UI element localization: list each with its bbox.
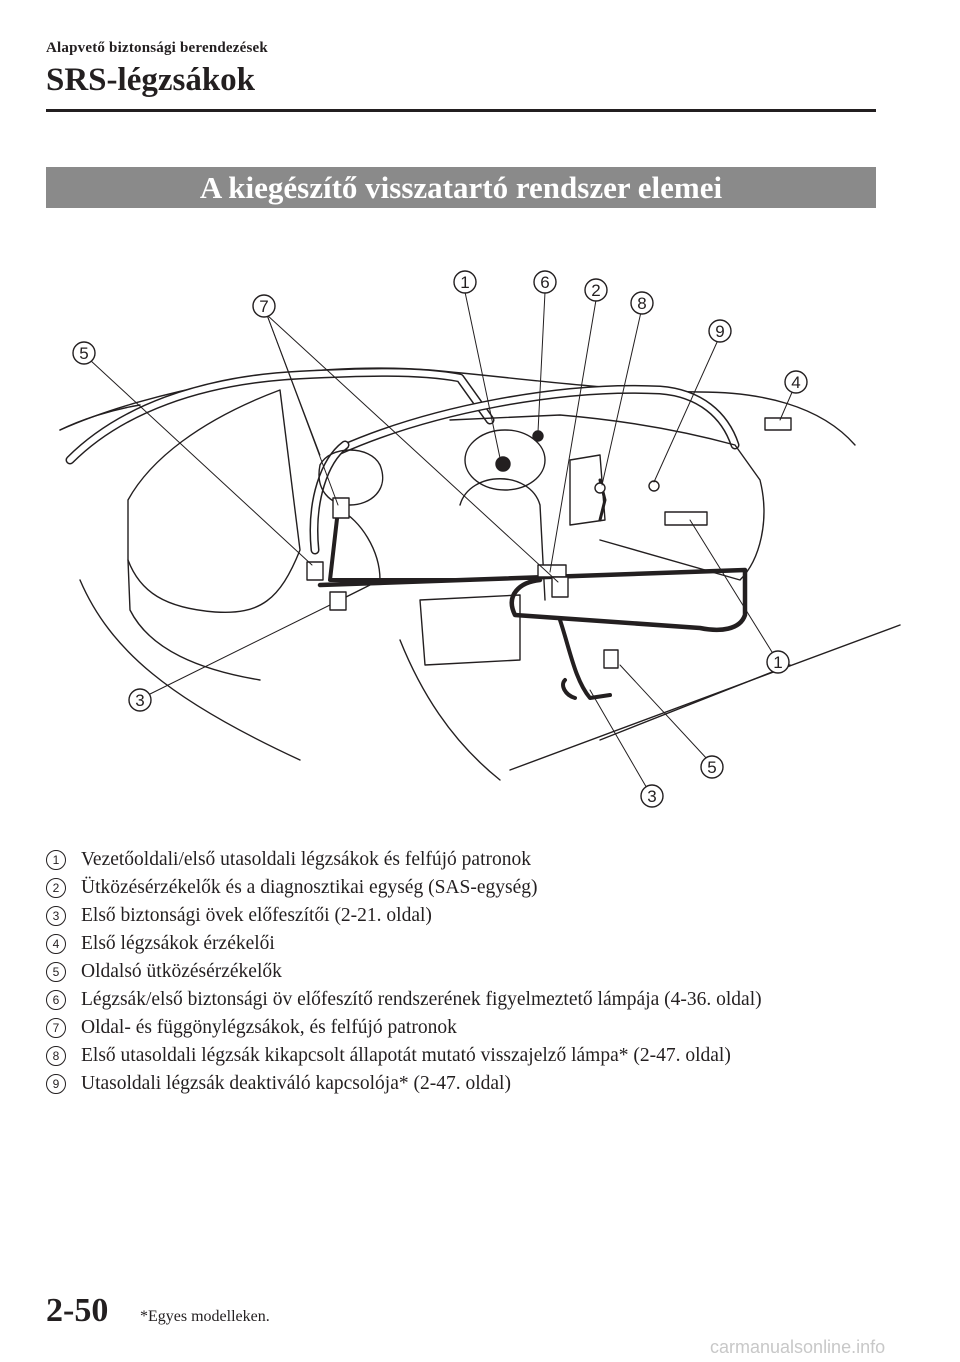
- passenger-seat: [420, 595, 520, 665]
- footnote: *Egyes modelleken.: [140, 1308, 270, 1325]
- number-badge: 1: [46, 850, 66, 870]
- front-impact-sensor: [765, 418, 791, 430]
- floor-left: [80, 580, 300, 760]
- callout-1-right: [767, 651, 789, 673]
- legend-item: [46, 902, 926, 930]
- legend-item: [46, 846, 926, 874]
- side-sensor-b-pillar: [333, 498, 349, 518]
- svg-text:9: 9: [715, 322, 725, 341]
- legend-item: [46, 986, 926, 1014]
- svg-text:7: 7: [259, 297, 269, 316]
- legend-text: Vezetőoldali/első utasoldali légzsákok és felfújó patronok: [81, 849, 531, 870]
- floor-line: [400, 640, 500, 780]
- svg-text:6: 6: [540, 273, 550, 292]
- header-divider: [46, 109, 876, 112]
- callout-8: [631, 292, 653, 314]
- svg-text:1: 1: [460, 273, 470, 292]
- callout-7: [253, 295, 275, 317]
- number-badge: 6: [46, 990, 66, 1010]
- legend-item: [46, 1070, 926, 1098]
- legend-text: Légzsák/első biztonsági öv előfeszítő rendszerének figyelmeztető lámpája (4-36. oldal): [81, 989, 762, 1010]
- section-header: Alapvető biztonsági berendezések: [46, 40, 268, 56]
- number-badge: 5: [46, 962, 66, 982]
- door-lower: [128, 560, 260, 680]
- callout-2: [585, 279, 607, 301]
- callout-4: [785, 371, 807, 393]
- legend-item: [46, 874, 926, 902]
- callout-3-right: [641, 785, 663, 807]
- side-sensor-door: [307, 562, 323, 580]
- callout-6: [534, 271, 556, 293]
- legend-text: Első légzsákok érzékelői: [81, 933, 275, 954]
- legend-text: Ütközésérzékelők és a diagnosztikai egység (SAS-egység): [81, 877, 538, 898]
- legend-text: Oldalsó ütközésérzékelők: [81, 961, 282, 982]
- dashboard: [450, 415, 764, 580]
- deactivation-switch: [649, 481, 659, 491]
- page-title: SRS-légzsákok: [46, 62, 256, 98]
- passenger-airbag-module: [552, 577, 568, 597]
- svg-text:5: 5: [79, 344, 89, 363]
- callout-5-left: [73, 342, 95, 364]
- legend-item: [46, 1042, 926, 1070]
- callout-3-left: [129, 689, 151, 711]
- svg-text:3: 3: [647, 787, 657, 806]
- sas-unit: [538, 565, 566, 577]
- legend-item: [46, 958, 926, 986]
- svg-text:8: 8: [637, 294, 647, 313]
- number-badge: 8: [46, 1046, 66, 1066]
- svg-text:3: 3: [135, 691, 145, 710]
- door-frame: [128, 390, 300, 612]
- number-badge: 2: [46, 878, 66, 898]
- svg-text:2: 2: [591, 281, 601, 300]
- watermark: carmanualsonline.info: [710, 1337, 886, 1357]
- seat-back-left: [340, 510, 380, 600]
- svg-text:4: 4: [791, 373, 801, 392]
- svg-text:1: 1: [773, 653, 783, 672]
- side-sensor-right: [604, 650, 618, 668]
- number-badge: 3: [46, 906, 66, 926]
- number-badge: 7: [46, 1018, 66, 1038]
- callout-1-top: [454, 271, 476, 293]
- number-badge: 9: [46, 1074, 66, 1094]
- callout-9: [709, 320, 731, 342]
- section-banner: A kiegészítő visszatartó rendszer elemei: [46, 167, 876, 208]
- legend-text: Oldal- és függönylégzsákok, és felfújó patronok: [81, 1017, 457, 1038]
- legend-text: Első biztonsági övek előfeszítői (2-21. oldal): [81, 905, 432, 926]
- airbag-system-diagram: [0, 220, 960, 820]
- pretensioner-left: [330, 592, 346, 610]
- legend-text: Első utasoldali légzsák kikapcsolt állapotát mutató visszajelző lámpa* (2-47. oldal): [81, 1045, 731, 1066]
- page-number: 2-50: [46, 1292, 109, 1329]
- svg-text:5: 5: [707, 758, 717, 777]
- callout-5-right: [701, 756, 723, 778]
- component-legend: [46, 846, 926, 1098]
- off-indicator: [595, 483, 605, 493]
- rocker-line-2: [600, 665, 790, 740]
- legend-item: [46, 1014, 926, 1042]
- legend-text: Utasoldali légzsák deaktiváló kapcsolója* (2-47. oldal): [81, 1073, 511, 1094]
- legend-item: [46, 930, 926, 958]
- number-badge: 4: [46, 934, 66, 954]
- front-sensor: [665, 512, 707, 525]
